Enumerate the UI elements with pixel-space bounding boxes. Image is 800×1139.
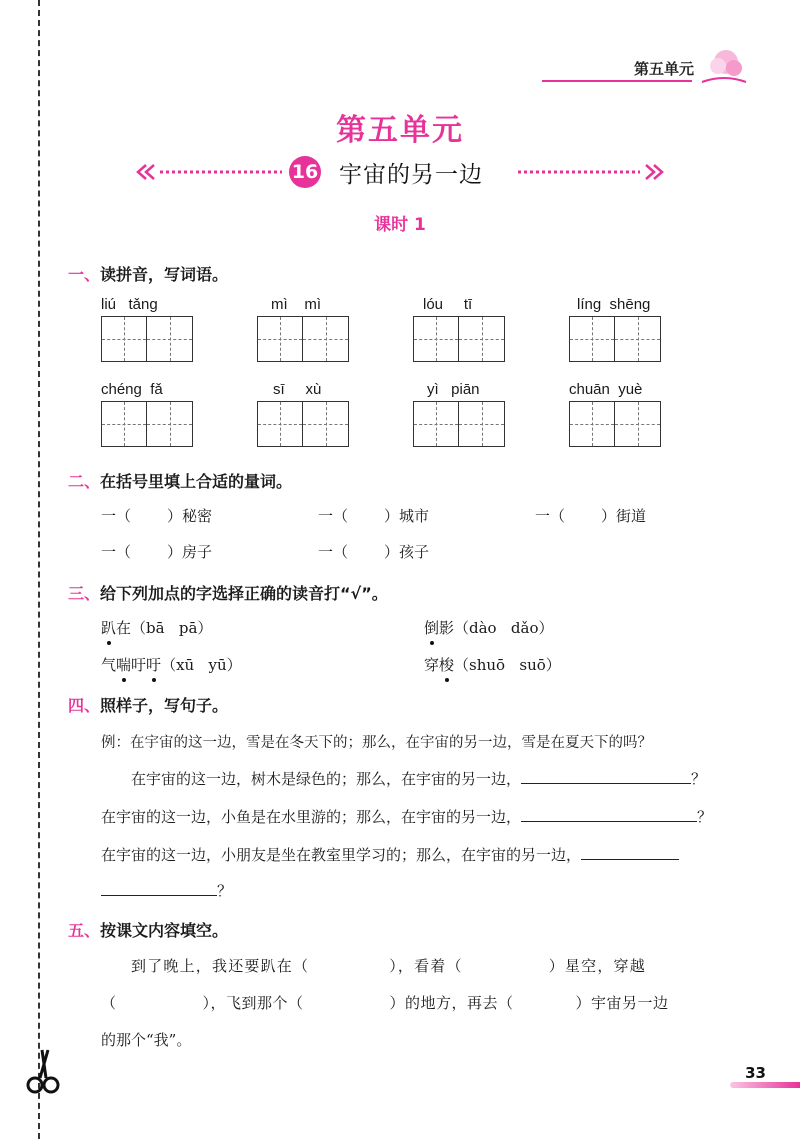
page-number-bar [730, 1082, 800, 1088]
answer-blank[interactable] [521, 768, 691, 784]
measure-word-item-1: 一（ ）秘密 [101, 507, 213, 525]
answer-blank[interactable] [581, 844, 679, 860]
section-3-heading: 三、给下列加点的字选择正确的读音打“√”。 [68, 584, 388, 603]
sentence-line-3: 在宇宙的这一边，小朋友是坐在教室里学习的；那么，在宇宙的另一边， [101, 844, 679, 865]
lesson-header [134, 152, 666, 192]
writing-cell[interactable] [101, 401, 147, 447]
writing-cell[interactable] [569, 316, 615, 362]
sentence-line-1: 在宇宙的这一边，树木是绿色的；那么，在宇宙的另一边， ？ [131, 770, 707, 788]
dotted-char: 倒 [424, 619, 440, 637]
writing-cell[interactable] [303, 316, 349, 362]
example-sentence: 例：在宇宙的这一边，雪是在冬天下的；那么，在宇宙的另一边，雪是在夏天下的吗？ [101, 735, 652, 751]
pronunciation-options[interactable]: （shuō suō） [454, 656, 561, 674]
dotted-char: 梭 [439, 656, 455, 674]
corner-unit-tag [542, 48, 752, 88]
pronunciation-item-4: 穿梭（shuō suō） [424, 656, 561, 674]
measure-word-item-3: 一（ ）街道 [535, 507, 647, 525]
writing-cell[interactable] [615, 401, 661, 447]
dotted-char: 趴 [101, 619, 117, 637]
writing-cell[interactable] [569, 401, 615, 447]
flower-icon [696, 48, 752, 88]
writing-cell[interactable] [303, 401, 349, 447]
cut-line [38, 0, 40, 1139]
answer-blank[interactable] [521, 806, 697, 822]
lesson-number-badge: 16 [289, 156, 321, 188]
fill-paragraph-line-2: （ ），飞到那个（ ）的地方，再去（ ）宇宙另一边 [101, 994, 669, 1012]
section-2-heading: 二、在括号里填上合适的量词。 [68, 472, 293, 491]
pronunciation-options[interactable]: 影（dào dǎo） [439, 619, 554, 637]
writing-cell[interactable] [413, 316, 459, 362]
writing-cell[interactable] [413, 401, 459, 447]
dotted-char: 喘 [116, 656, 132, 674]
unit-title: 第五单元 [336, 113, 464, 148]
fill-paragraph-line-3: 的那个“我”。 [101, 1031, 192, 1049]
measure-word-item-2: 一（ ）城市 [318, 507, 430, 525]
fill-paragraph-line-1: 到了晚上，我还要趴在（ ），看着（ ）星空，穿越 [131, 957, 646, 975]
writing-cell[interactable] [147, 401, 193, 447]
lesson-title: 宇宙的另一边 [339, 162, 483, 188]
tag-underline [542, 80, 692, 82]
section-4-heading: 四、照样子，写句子。 [68, 696, 229, 715]
double-arrow-left-icon [134, 162, 284, 182]
pronunciation-item-3: 气喘吁吁（xū yū） [101, 656, 242, 674]
writing-cell[interactable] [101, 316, 147, 362]
pronunciation-options[interactable]: 在（bā pā） [116, 619, 213, 637]
pronunciation-item-2 [424, 617, 553, 638]
scissors-icon [22, 1048, 62, 1096]
writing-cell[interactable] [257, 316, 303, 362]
sentence-line-3-cont: ？ [101, 880, 232, 901]
writing-cell[interactable] [147, 316, 193, 362]
pronunciation-item-1 [101, 617, 212, 638]
pronunciation-options[interactable]: （xū yū） [161, 656, 242, 674]
lesson-period: 课时 1 [374, 215, 426, 235]
sentence-line-2: 在宇宙的这一边，小鱼是在水里游的；那么，在宇宙的另一边， ？ [101, 808, 713, 826]
page-number: 33 [745, 1064, 766, 1082]
unit-tag-text: 第五单元 [633, 60, 694, 78]
answer-blank[interactable] [101, 880, 217, 896]
section-1-heading: 一、读拼音，写词语。 [68, 265, 229, 284]
writing-cell[interactable] [459, 316, 505, 362]
writing-cell[interactable] [459, 401, 505, 447]
writing-cell[interactable] [615, 316, 661, 362]
dotted-char: 吁 [146, 656, 162, 674]
double-arrow-right-icon [516, 162, 666, 182]
measure-word-item-5: 一（ ）孩子 [318, 543, 430, 561]
writing-cell[interactable] [257, 401, 303, 447]
section-5-heading: 五、按课文内容填空。 [68, 921, 229, 940]
measure-word-item-4: 一（ ）房子 [101, 543, 213, 561]
